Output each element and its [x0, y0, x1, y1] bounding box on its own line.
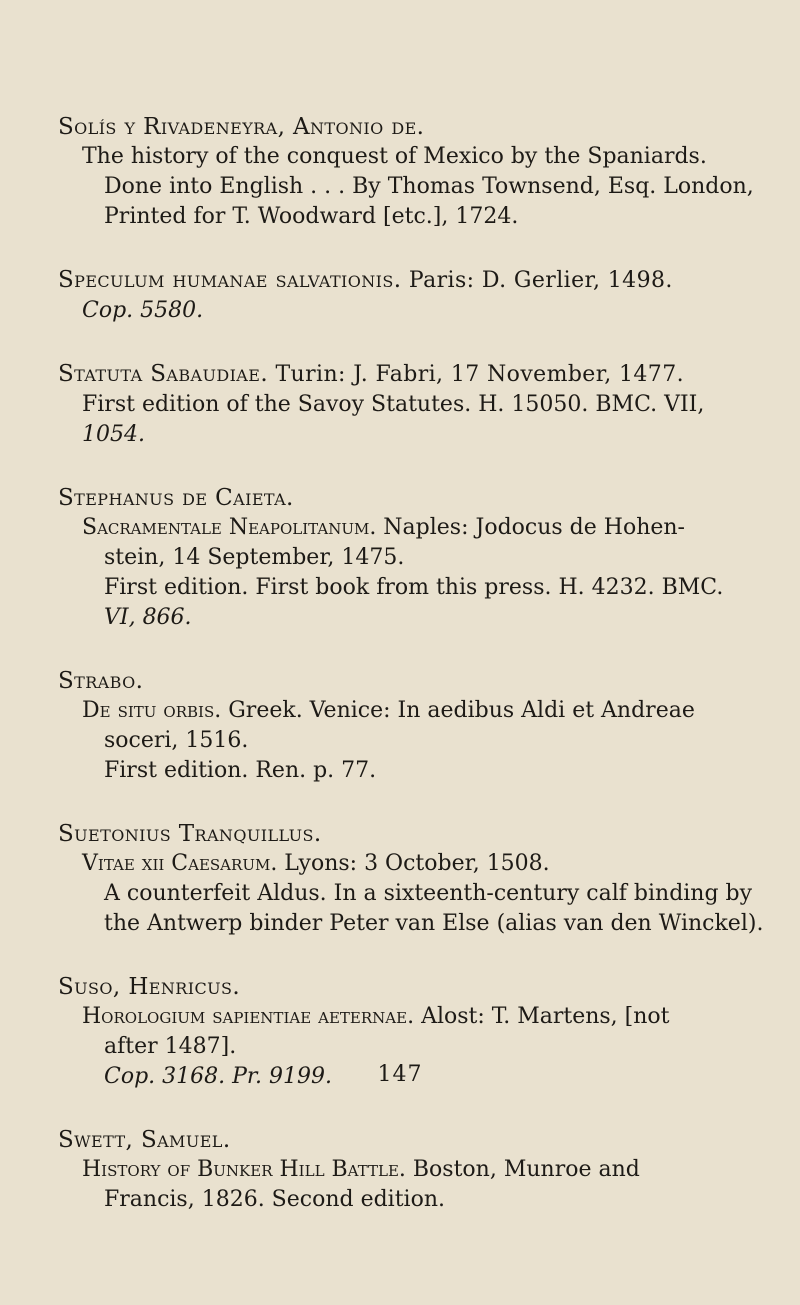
- entry-line: Cop. 5580.: [82, 298, 204, 323]
- entry-line: First edition of the Savoy Statutes. H. 15050. BMC. VII,: [82, 392, 705, 417]
- entry-line: A counterfeit Aldus. In a sixteenth-century calf binding by: [104, 881, 753, 906]
- entry-title: History of Bunker Hill Battle.: [82, 1157, 406, 1182]
- entry-heading: Swett, Samuel.: [58, 1127, 231, 1153]
- entry-heading: Speculum humanae salvationis.: [58, 267, 402, 293]
- entry-line: First edition. Ren. p. 77.: [104, 758, 377, 783]
- entry-heading: Solís y Rivadeneyra, Antonio de.: [58, 114, 425, 140]
- entry-line: 1054.: [82, 422, 145, 447]
- entry-heading-line: [58, 265, 760, 296]
- entry-line: Cop. 3168. Pr. 9199.: [104, 1064, 332, 1089]
- entry-heading: Suetonius Tranquillus.: [58, 821, 322, 847]
- entry-heading: Strabo.: [58, 668, 144, 694]
- entry-line: Printed for T. Woodward [etc.], 1724.: [104, 204, 519, 229]
- entry-line: [82, 1155, 760, 1185]
- entry-swett: [58, 1125, 760, 1215]
- entry-heading: Stephanus de Caieta.: [58, 485, 294, 511]
- page-number: 147: [377, 1062, 423, 1087]
- entry-title: Horologium sapientiae aeternae.: [82, 1004, 415, 1029]
- entry-line: [82, 696, 760, 726]
- entry-strabo: [58, 666, 760, 786]
- entry-title: Vitae xii Caesarum.: [82, 851, 278, 876]
- entry-line: the Antwerp binder Peter van Else (alias van den Winckel).: [104, 911, 764, 936]
- entry-imprint: Paris: D. Gerlier, 1498.: [401, 268, 673, 293]
- entry-speculum: [58, 265, 760, 326]
- entry-line: VI, 866.: [104, 605, 192, 630]
- entry-line: stein, 14 September, 1475.: [104, 545, 405, 570]
- entry-imprint: Turin: J. Fabri, 17 November, 1477.: [268, 362, 684, 387]
- entry-heading: Suso, Henricus.: [58, 974, 241, 1000]
- entry-title: De situ orbis.: [82, 698, 222, 723]
- entry-line: First edition. First book from this press. H. 4232. BMC.: [104, 575, 724, 600]
- entry-line: [82, 849, 760, 879]
- entry-line: The history of the conquest of Mexico by the Spaniards.: [82, 144, 707, 169]
- entry-imprint: Boston, Munroe and: [405, 1157, 640, 1182]
- entry-statuta: [58, 359, 760, 450]
- entry-heading-line: [58, 359, 760, 390]
- entry-imprint: Naples: Jodocus de Hohen-: [376, 515, 685, 540]
- entry-solis: [58, 112, 760, 232]
- entry-imprint: Greek. Venice: In aedibus Aldi et Andreae: [221, 698, 695, 723]
- entry-line: [82, 1002, 760, 1032]
- entry-line: after 1487].: [104, 1034, 237, 1059]
- entry-line: Done into English . . . By Thomas Townsend, Esq. London,: [104, 174, 754, 199]
- entry-stephanus: [58, 483, 760, 633]
- entry-suetonius: [58, 819, 764, 939]
- entry-heading: Statuta Sabaudiae.: [58, 361, 269, 387]
- entry-line: Francis, 1826. Second edition.: [104, 1187, 445, 1212]
- entry-imprint: Alost: T. Martens, [not: [414, 1004, 670, 1029]
- entry-line: soceri, 1516.: [104, 728, 249, 753]
- entry-line: [82, 513, 760, 543]
- entry-title: Sacramentale Neapolitanum.: [82, 515, 377, 540]
- entry-imprint: Lyons: 3 October, 1508.: [277, 851, 550, 876]
